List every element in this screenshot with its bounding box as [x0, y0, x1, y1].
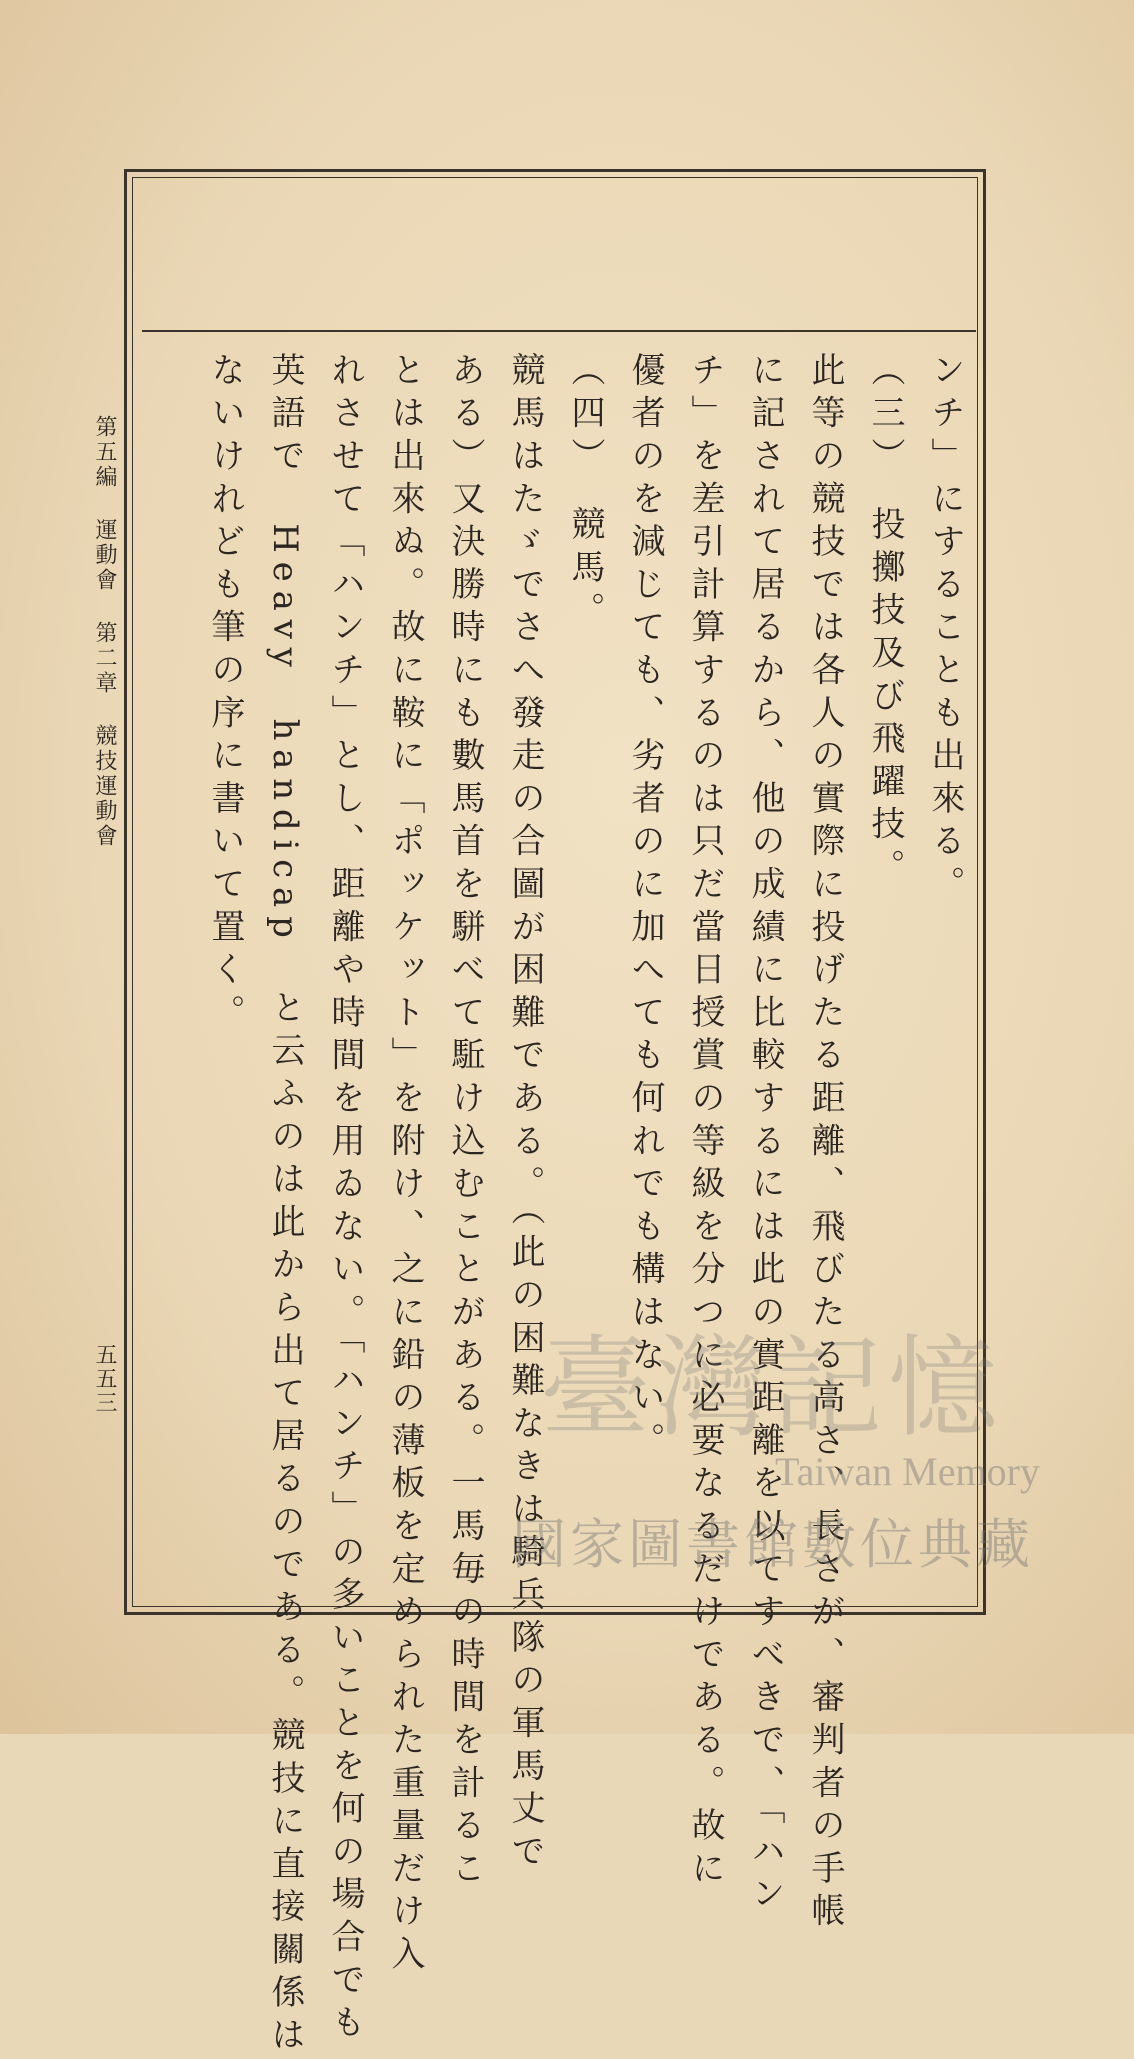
text-column: ンチ」にすることも出來る。 — [925, 352, 965, 909]
text-column: とは出來ぬ。故に鞍に「ポッケット」を附け、之に鉛の薄板を定められた重量だけ入 — [385, 352, 425, 1979]
running-header-part: 第五編 — [92, 415, 117, 490]
text-column: ある）又決勝時にも數馬首を駢べて駈け込むことがある。一馬毎の時間を計るこ — [445, 352, 485, 1893]
text-column: ないけれども筆の序に書いて置く。 — [205, 352, 245, 1037]
text-column: チ」を差引計算するのは只だ當日授賞の等級を分つに必要なるだけである。故に — [685, 352, 725, 1893]
running-header-chapter-title: 競技運動會 — [92, 724, 117, 849]
text-column: （三） 投擲技及び飛躍技。 — [865, 352, 905, 892]
running-header-part-title: 運動會 — [92, 518, 117, 593]
text-column: 英語で Heavy handicap と云ふのは此から出て居るのである。競技に直接關係は — [265, 352, 305, 2059]
text-column: （四） 競馬。 — [565, 352, 605, 635]
text-column: 此等の競技では各人の實際に投げたる距離、飛びたる高さ、長さが、審判者の手帳 — [805, 352, 845, 1936]
text-column: れさせて「ハンチ」とし、距離や時間を用ゐない。「ハンチ」の多いことを何の場合でも — [325, 352, 365, 2047]
text-column: 優者のを減じても、劣者のに加へても何れでも構はない。 — [625, 352, 665, 1465]
header-rule — [142, 330, 976, 332]
text-column: に記されて居るから、他の成績に比較するには此の實距離を以てすべきで、「ハン — [745, 352, 785, 1919]
running-header — [89, 415, 120, 867]
text-column: 競馬はたゞでさへ發走の合圖が困難である。（此の困難なきは騎兵隊の軍馬丈で — [505, 352, 545, 1876]
page-number: 五五三 — [92, 1343, 117, 1415]
watermark-seal: 臺灣記憶 — [540, 1324, 1004, 1452]
watermark-latin: Taiwan Memory — [775, 1449, 1040, 1494]
running-header-chapter: 第二章 — [92, 621, 117, 696]
watermark-org: 國家圖書館數位典藏 — [512, 1513, 1034, 1576]
